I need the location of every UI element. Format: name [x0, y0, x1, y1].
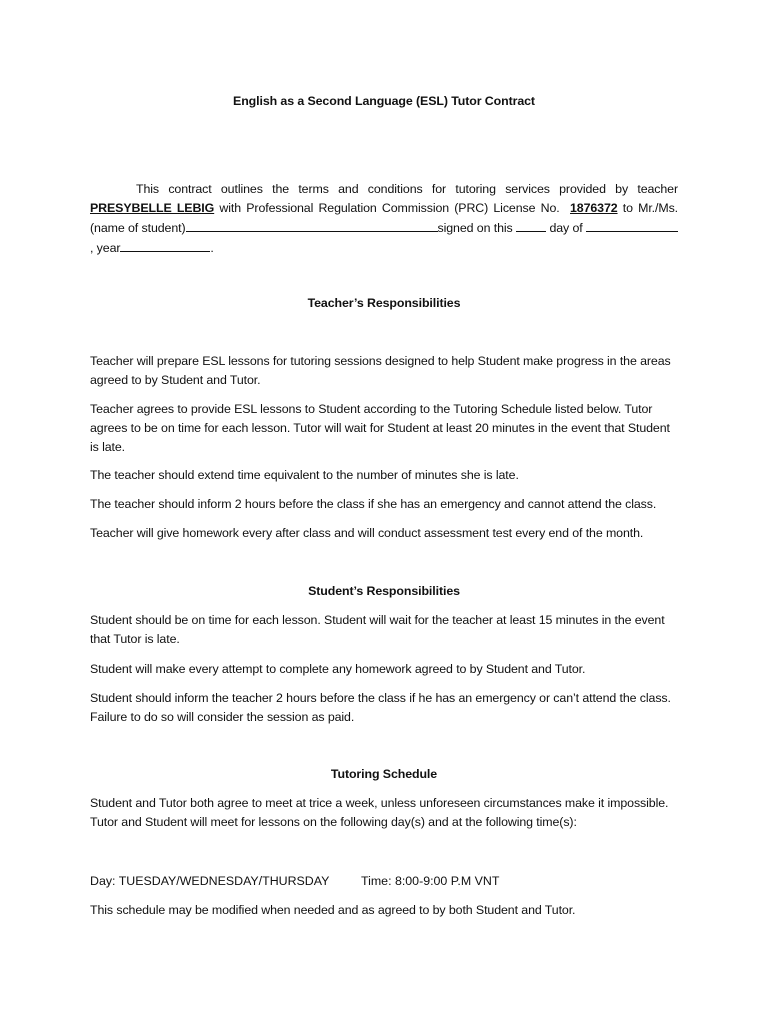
teacher-name: PRESYBELLE LEBIG	[90, 201, 215, 215]
intro-text-5: day of	[549, 221, 583, 235]
teacher-paragraph-3: The teacher should extend time equivalent to the number of minutes she is late.	[90, 468, 519, 482]
day-blank[interactable]	[516, 218, 546, 232]
month-blank[interactable]	[586, 218, 678, 232]
teacher-heading: Teacher’s Responsibilities	[307, 296, 461, 310]
contract-title: English as a Second Language (ESL) Tutor Contract	[233, 94, 535, 108]
intro-text-6: , year	[90, 241, 121, 255]
intro-paragraph	[90, 180, 678, 258]
student-name-blank[interactable]	[186, 218, 438, 232]
teacher-paragraph-4: The teacher should inform 2 hours before the class if she has an emergency and cannot attend the class.	[90, 497, 657, 511]
schedule-time: Time: 8:00-9:00 P.M VNT	[361, 874, 500, 888]
teacher-paragraph-1: Teacher will prepare ESL lessons for tutoring sessions designed to help Student make progress in the areas agreed to by Student and Tutor.	[90, 354, 671, 387]
intro-text-3: to Mr./Ms. (name of student)	[90, 201, 679, 235]
teacher-paragraph-2: Teacher agrees to provide ESL lessons to Student according to the Tutoring Schedule listed below. Tutor agrees to be on time for each lesson. Tutor will wait for Student at least 20 minutes in the event that Student is late.	[90, 402, 670, 454]
schedule-day: Day: TUESDAY/WEDNESDAY/THURSDAY	[90, 874, 330, 888]
intro-text-1: This contract outlines the terms and conditions for tutoring services provided by teacher	[136, 182, 678, 196]
schedule-heading: Tutoring Schedule	[330, 767, 438, 781]
intro-text-7: .	[210, 241, 214, 255]
intro-text-4: signed on this	[437, 221, 513, 235]
intro-text-2: with Professional Regulation Commission (PRC) License No.	[219, 201, 560, 215]
student-paragraph-1: Student should be on time for each lesson. Student will wait for the teacher at least 15 minutes in the event that Tutor is late.	[90, 613, 665, 646]
student-paragraph-3: Student should inform the teacher 2 hours before the class if he has an emergency or can’t attend the class. Failure to do so will consider the session as paid.	[90, 691, 671, 724]
teacher-paragraph-5: Teacher will give homework every after class and will conduct assessment test every end of the month.	[90, 526, 644, 540]
year-blank[interactable]	[120, 238, 210, 252]
schedule-note: This schedule may be modified when needed and as agreed to by both Student and Tutor.	[90, 903, 576, 917]
student-heading: Student’s Responsibilities	[308, 584, 460, 598]
student-paragraph-2: Student will make every attempt to complete any homework agreed to by Student and Tutor.	[90, 662, 586, 676]
license-number: 1876372	[570, 201, 618, 215]
schedule-paragraph: Student and Tutor both agree to meet at trice a week, unless unforeseen circumstances make it impossible. Tutor and Student will meet for lessons on the following day(s) and at the following time(s):	[90, 796, 669, 829]
